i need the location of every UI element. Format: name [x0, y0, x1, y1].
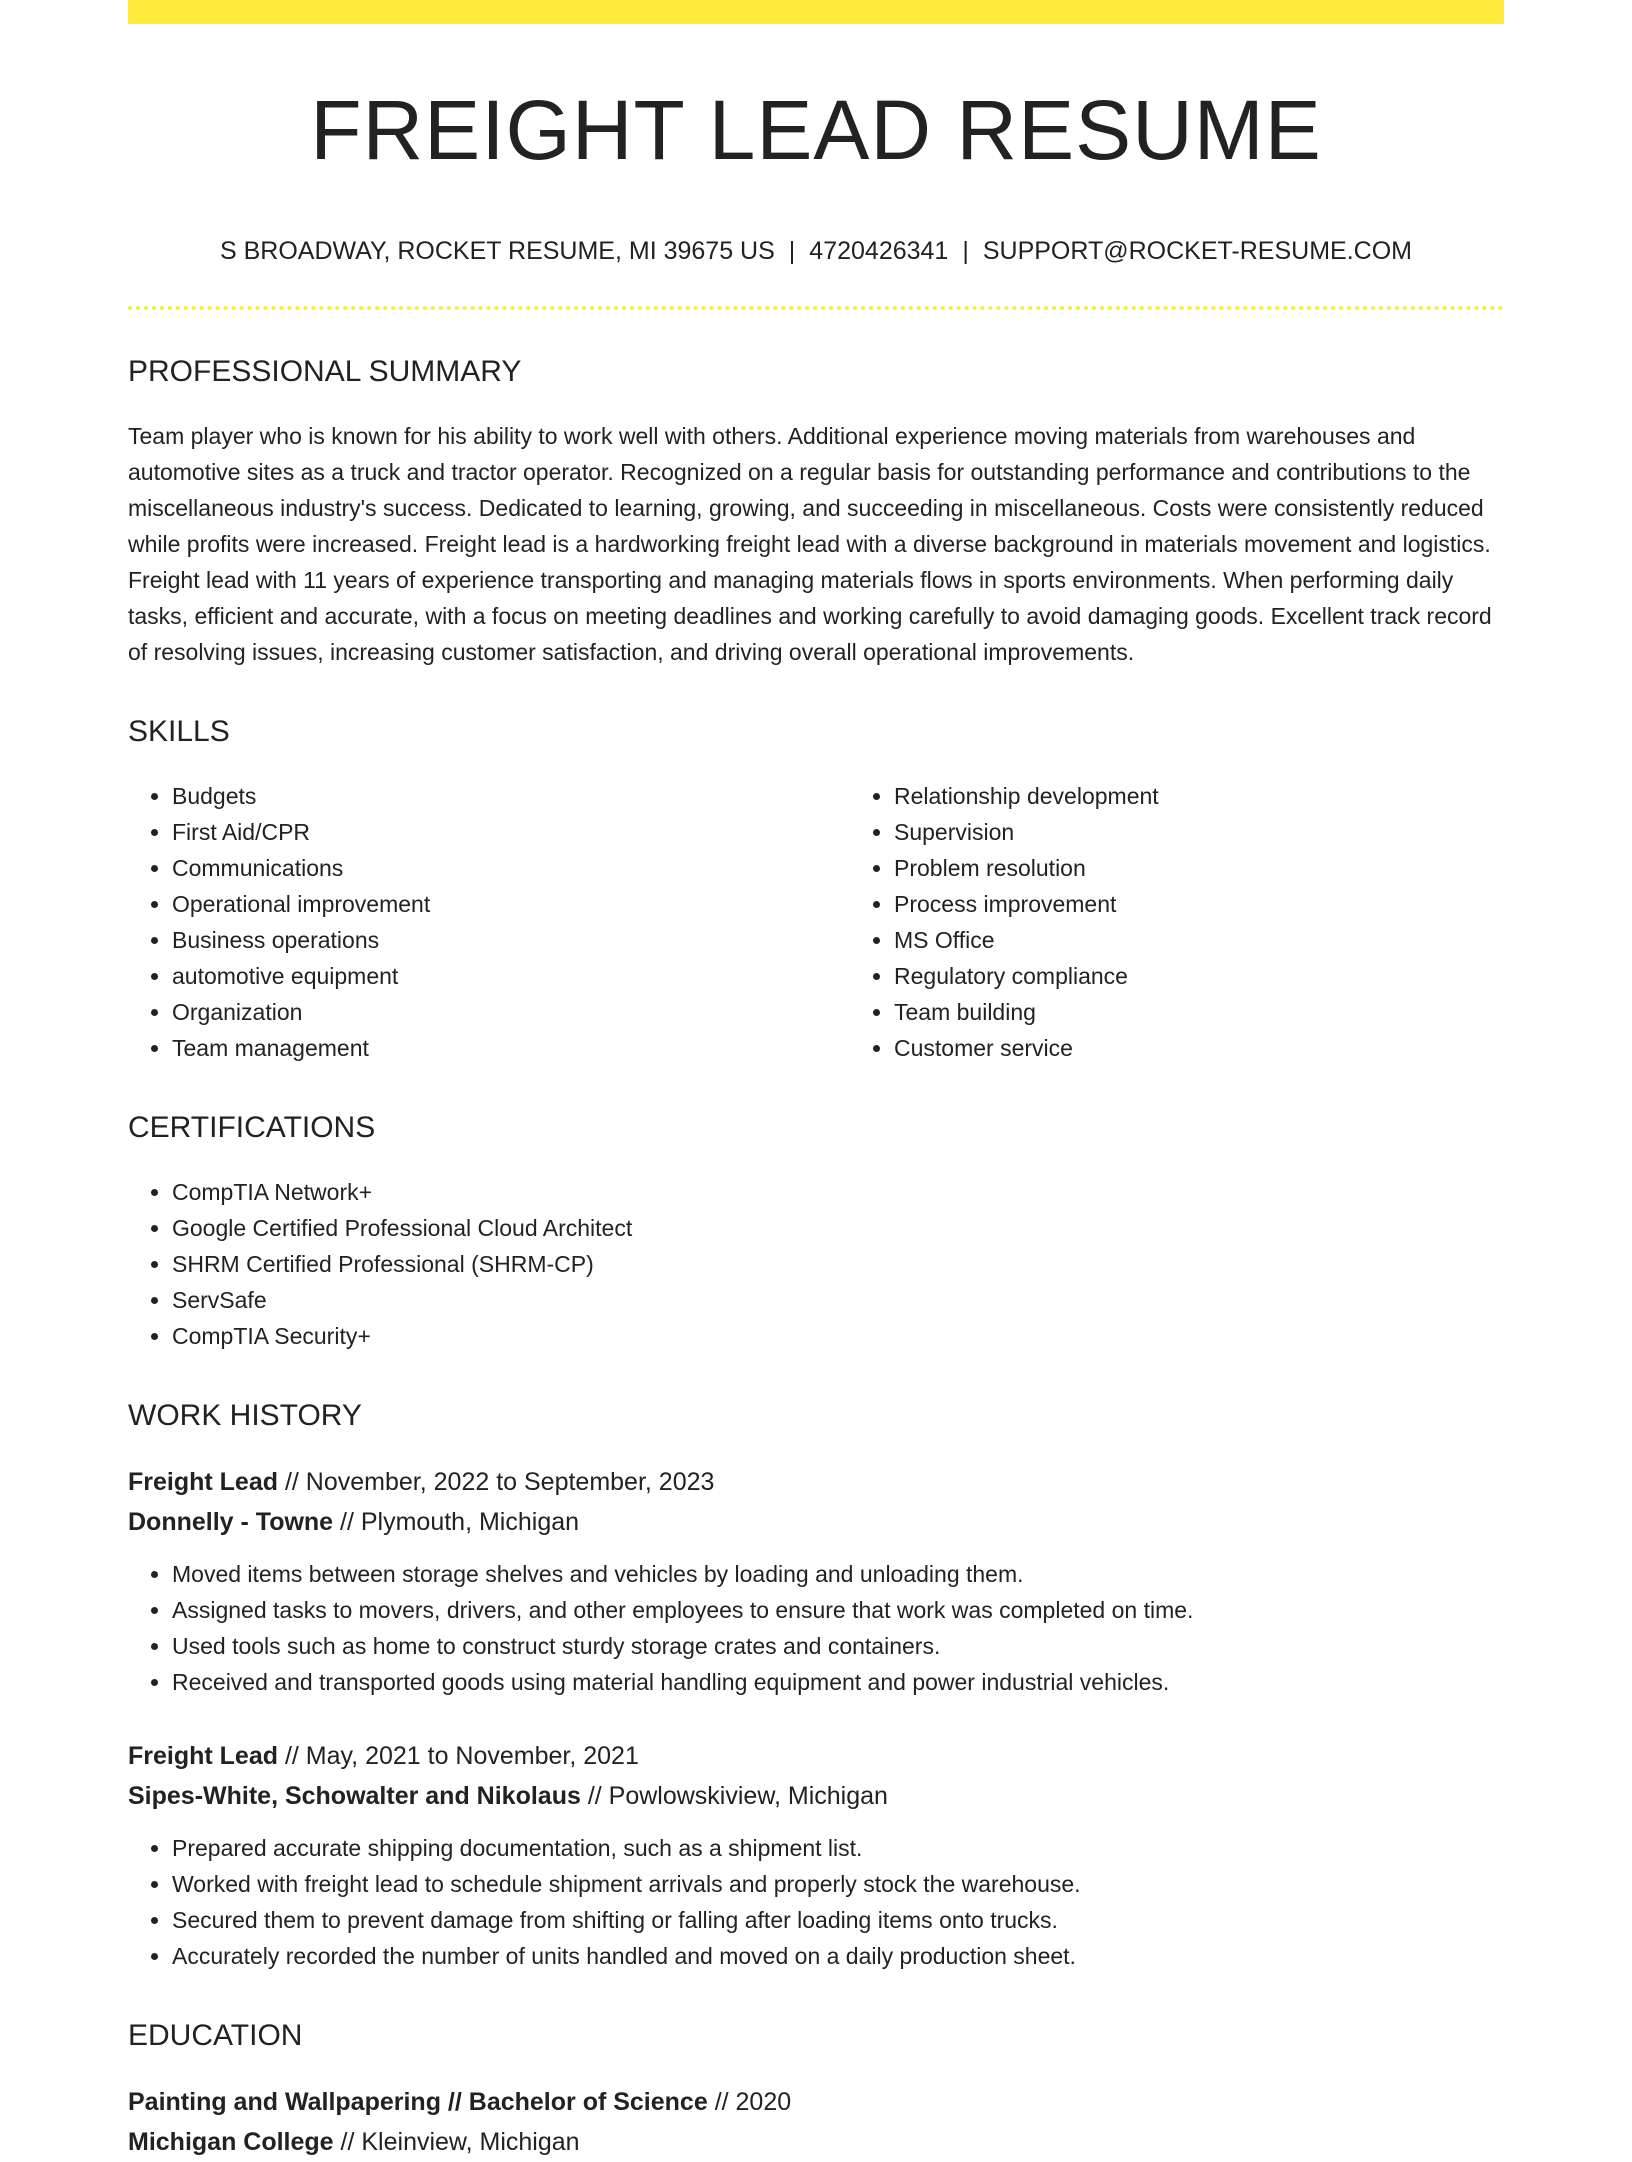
- education-heading: EDUCATION: [128, 2019, 303, 2053]
- job-company-line: [128, 1502, 1504, 1542]
- job-duty-item: • Prepared accurate shipping documentation, such as a shipment list.: [172, 1830, 1504, 1866]
- job-entry: [128, 1736, 1504, 1974]
- summary-heading: PROFESSIONAL SUMMARY: [128, 355, 522, 389]
- work-history-heading: WORK HISTORY: [128, 1399, 362, 1433]
- skill-item: • Customer service: [894, 1030, 1572, 1066]
- certifications-heading: CERTIFICATIONS: [128, 1111, 376, 1145]
- summary-text: Team player who is known for his ability to work well with others. Additional experience moving materials from warehouses and automotive sites as a truck and tractor operator. Recognized on a regular basis for outstanding performance and contributions to the miscellaneous industry's success. Dedicated to learning, growing, and succeeding in miscellaneous. Costs were consistently reduced while profits were increased. Freight lead is a hardworking freight lead with a diverse background in materials movement and logistics. Freight lead with 11 years of experience transporting and managing materials flows in sports environments. When performing daily tasks, efficient and accurate, with a focus on meeting deadlines and working carefully to avoid damaging goods. Excellent track record of resolving issues, increasing customer satisfaction, and driving overall operational improvements.: [128, 423, 1492, 666]
- job-entry: [128, 1462, 1504, 1700]
- skill-item: • Relationship development: [894, 778, 1572, 814]
- job-duties-list: [128, 1556, 1504, 1700]
- education-school: Michigan College: [128, 2128, 334, 2157]
- skill-item: • Team management: [172, 1030, 850, 1066]
- contact-email: SUPPORT@ROCKET-RESUME.COM: [982, 237, 1412, 266]
- job-company: Donnelly - Towne: [128, 1508, 334, 1537]
- accent-bar: [128, 0, 1504, 24]
- contact-separator: |: [788, 237, 796, 266]
- job-duty-item: • Used tools such as home to construct sturdy storage crates and containers.: [172, 1628, 1504, 1664]
- skill-item: • Organization: [172, 994, 850, 1030]
- skill-item: • Operational improvement: [172, 886, 850, 922]
- job-role: Freight Lead: [128, 1468, 279, 1497]
- job-duty-item: • Accurately recorded the number of units handled and moved on a daily production sheet.: [172, 1938, 1504, 1974]
- job-duties-list: [128, 1830, 1504, 1974]
- skill-item: • Communications: [172, 850, 850, 886]
- education-degree: Painting and Wallpapering // Bachelor of Science: [128, 2088, 708, 2117]
- skill-item: • Regulatory compliance: [894, 958, 1572, 994]
- skill-item: • Problem resolution: [894, 850, 1572, 886]
- certification-item: • SHRM Certified Professional (SHRM-CP): [172, 1246, 1504, 1282]
- education-degree-line: [128, 2082, 1504, 2122]
- certification-item: • Google Certified Professional Cloud Architect: [172, 1210, 1504, 1246]
- skills-heading: SKILLS: [128, 715, 230, 749]
- skill-item: • First Aid/CPR: [172, 814, 850, 850]
- skill-item: • Supervision: [894, 814, 1572, 850]
- resume-title: FREIGHT LEAD RESUME: [310, 83, 1322, 177]
- certification-item: • CompTIA Network+: [172, 1174, 1504, 1210]
- job-duty-item: • Worked with freight lead to schedule shipment arrivals and properly stock the warehouse.: [172, 1866, 1504, 1902]
- dotted-divider: [128, 306, 1504, 310]
- job-dates: // May, 2021 to November, 2021: [278, 1742, 639, 1771]
- certifications-list: [128, 1174, 1504, 1354]
- job-duty-item: • Secured them to prevent damage from shifting or falling after loading items onto trucks.: [172, 1902, 1504, 1938]
- skills-columns: [128, 750, 1504, 1066]
- contact-phone: 4720426341: [809, 237, 949, 266]
- certification-item: • ServSafe: [172, 1282, 1504, 1318]
- skill-item: • MS Office: [894, 922, 1572, 958]
- job-duty-item: • Moved items between storage shelves and vehicles by loading and unloading them.: [172, 1556, 1504, 1592]
- job-duty-item: • Received and transported goods using material handling equipment and power industrial vehicles.: [172, 1664, 1504, 1700]
- resume-page: [128, 0, 1504, 2162]
- skills-list-left: [128, 778, 850, 1066]
- education-year: // 2020: [707, 2088, 792, 2117]
- job-location: // Powlowskiview, Michigan: [580, 1782, 888, 1811]
- certification-item: • CompTIA Security+: [172, 1318, 1504, 1354]
- education-location: // Kleinview, Michigan: [333, 2128, 580, 2157]
- job-role: Freight Lead: [128, 1742, 279, 1771]
- skill-item: • Business operations: [172, 922, 850, 958]
- job-title-line: [128, 1736, 1504, 1776]
- education-school-line: [128, 2122, 1504, 2162]
- education-entry: [128, 2082, 1504, 2162]
- skill-item: • Team building: [894, 994, 1572, 1030]
- contact-address: S BROADWAY, ROCKET RESUME, MI 39675 US: [220, 237, 775, 266]
- job-location: // Plymouth, Michigan: [333, 1508, 580, 1537]
- skill-item: • automotive equipment: [172, 958, 850, 994]
- job-title-line: [128, 1462, 1504, 1502]
- contact-separator: |: [962, 237, 969, 266]
- skills-list-right: [850, 778, 1572, 1066]
- job-company-line: [128, 1776, 1504, 1816]
- contact-line: [128, 236, 1504, 266]
- job-duty-item: • Assigned tasks to movers, drivers, and other employees to ensure that work was completed on time.: [172, 1592, 1504, 1628]
- job-dates: // November, 2022 to September, 2023: [278, 1468, 715, 1497]
- skill-item: • Process improvement: [894, 886, 1572, 922]
- job-company: Sipes-White, Schowalter and Nikolaus: [128, 1782, 581, 1811]
- skill-item: • Budgets: [172, 778, 850, 814]
